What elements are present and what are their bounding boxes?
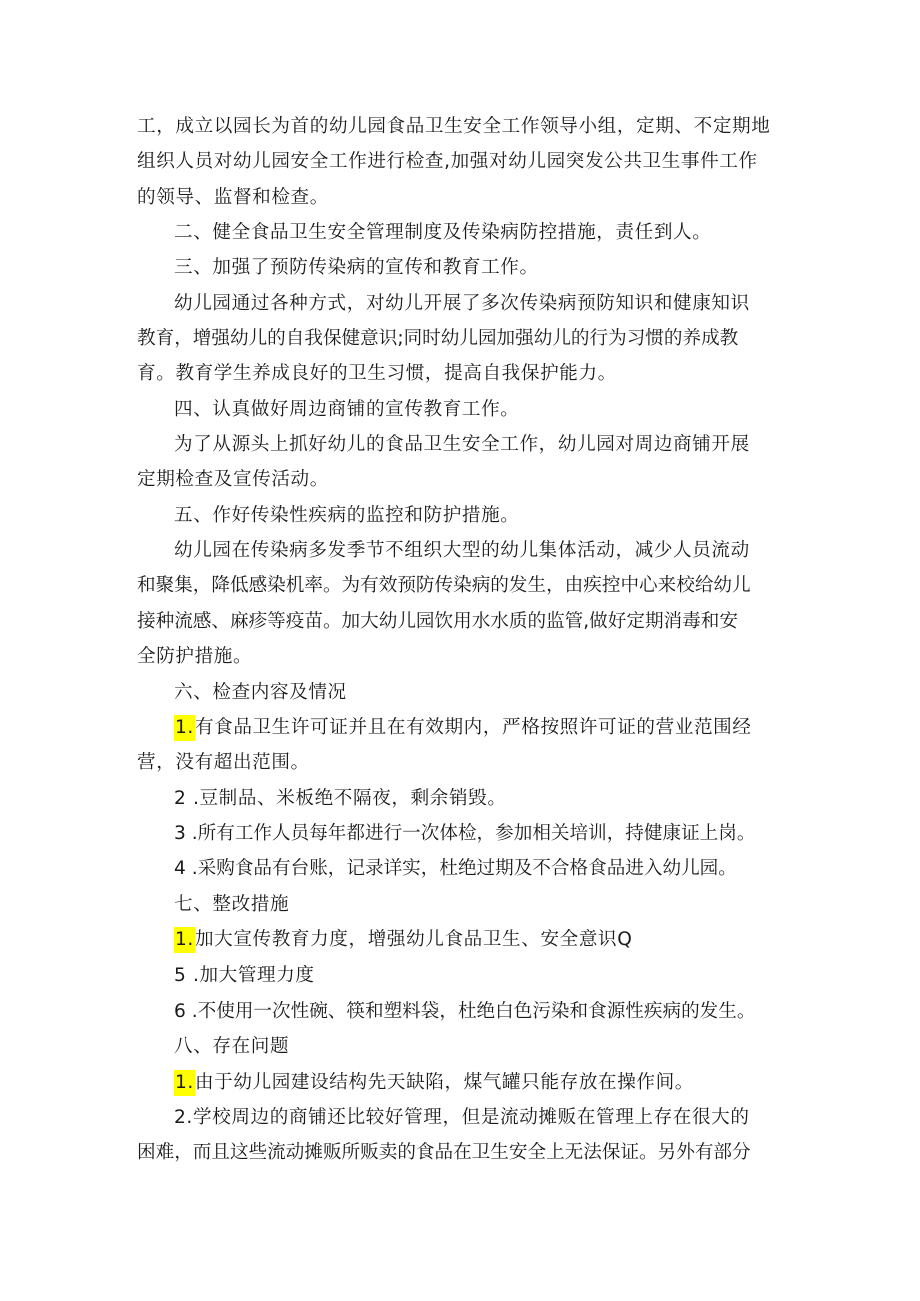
paragraph-line: 营，没有超出范围。	[137, 752, 310, 774]
paragraph-line: 工，成立以园长为首的幼儿园食品卫生安全工作领导小组，定期、不定期地	[137, 116, 771, 137]
list-item	[137, 713, 797, 743]
paragraph-line: 幼儿园在传染病多发季节不组织大型的幼儿集体活动，减少人员流动	[174, 540, 750, 562]
paragraph-line: 的领导、监督和检查。	[137, 186, 329, 208]
paragraph-line: 组织人员对幼儿园安全工作进行检查,加强对幼儿园突发公共卫生事件工作	[137, 151, 758, 173]
paragraph-line: 和聚集，降低感染机率。为有效预防传染病的发生，由疾控中心来校给幼儿	[137, 575, 751, 597]
section-heading-8: 八、存在问题	[174, 1036, 290, 1058]
section-heading-4: 四、认真做好周边商铺的宣传教育工作。	[174, 398, 520, 420]
list-item: 3 .所有工作人员每年都进行一次体检，参加相关培训，持健康证上岗。	[174, 822, 756, 844]
paragraph-line: 教育，增强幼儿的自我保健意识;同时幼儿园加强幼儿的行为习惯的养成教	[137, 328, 739, 350]
list-number-highlight: 1.	[174, 927, 195, 953]
section-heading-2: 二、健全食品卫生安全管理制度及传染病防控措施，责任到人。	[174, 222, 712, 244]
list-number-highlight: 1.	[174, 715, 195, 741]
list-item: 2.学校周边的商铺还比较好管理，但是流动摊贩在管理上存在很大的	[174, 1106, 750, 1128]
list-item-text: 有食品卫生许可证并且在有效期内，严格按照许可证的营业范围经	[194, 716, 752, 738]
paragraph-line: 定期检查及宣传活动。	[137, 469, 329, 491]
list-item	[137, 925, 797, 955]
document-body	[137, 112, 797, 1174]
paragraph-line: 困难，而且这些流动摊贩所贩卖的食品在卫生安全上无法保证。另外有部分	[137, 1142, 751, 1164]
list-item-text: 加大宣传教育力度，增强幼儿食品卫生、安全意识Q	[194, 928, 633, 950]
list-item: 4 .采购食品有台账，记录详实，杜绝过期及不合格食品进入幼儿园。	[174, 858, 737, 880]
paragraph-line: 接种流感、麻疹等疫苗。加大幼儿园饮用水水质的监管,做好定期消毒和安	[137, 610, 738, 632]
section-heading-6: 六、检查内容及情况	[174, 681, 347, 703]
paragraph-line: 为了从源头上抓好幼儿的食品卫生安全工作，幼儿园对周边商铺开展	[174, 434, 750, 456]
list-number-highlight: 1.	[174, 1070, 195, 1096]
list-item-text: 由于幼儿园建设结构先天缺陷，煤气罐只能存放在操作间。	[194, 1071, 694, 1093]
list-item: 6 .不使用一次性碗、筷和塑料袋，杜绝白色污染和食源性疾病的发生。	[174, 1000, 756, 1022]
paragraph-line: 全防护措施。	[137, 646, 253, 668]
section-heading-3: 三、加强了预防传染病的宣传和教育工作。	[174, 257, 539, 279]
paragraph-line: 育。教育学生养成良好的卫生习惯，提高自我保护能力。	[137, 363, 617, 385]
list-item: 5 .加大管理力度	[174, 964, 315, 986]
list-item: 2 .豆制品、米板绝不隔夜，剩余销毁。	[174, 787, 507, 809]
paragraph-line: 幼儿园通过各种方式，对幼儿开展了多次传染病预防知识和健康知识	[174, 292, 750, 314]
list-item	[137, 1068, 797, 1098]
section-heading-5: 五、作好传染性疾病的监控和防护措施。	[174, 504, 520, 526]
section-heading-7: 七、整改措施	[174, 893, 290, 915]
